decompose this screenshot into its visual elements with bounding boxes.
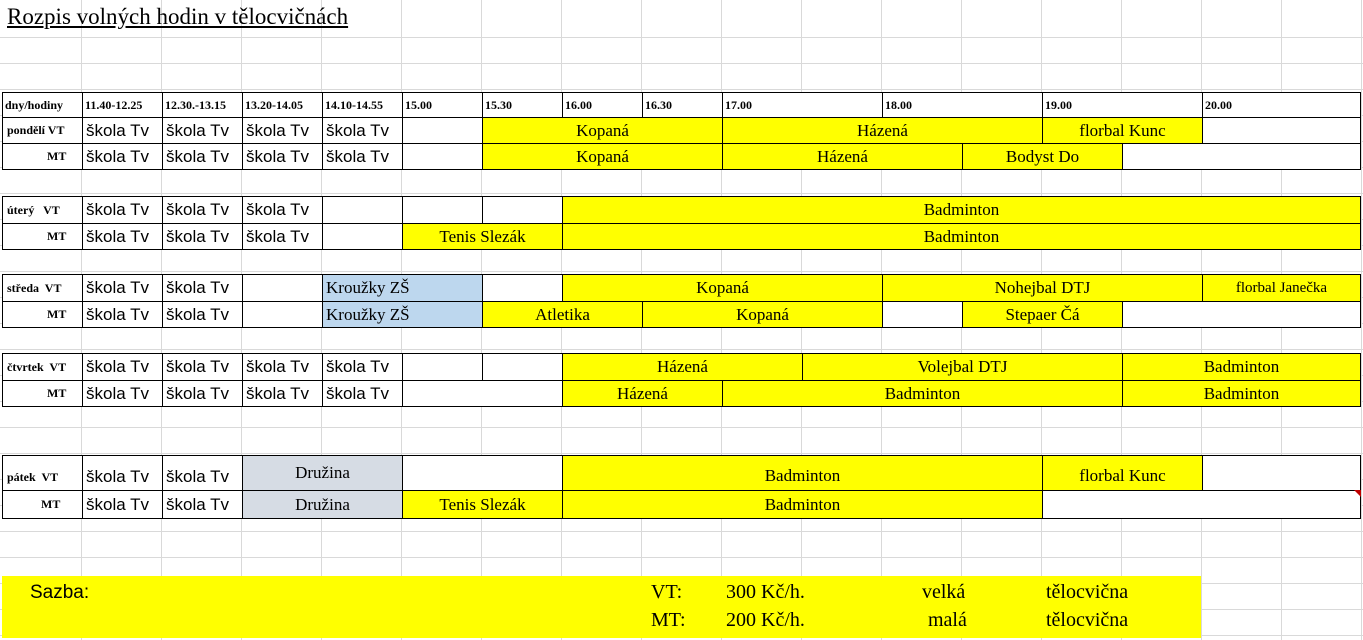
after-school-club-cell[interactable]: Družina (242, 455, 403, 491)
vt-price: 300 Kč/h. (726, 581, 805, 603)
school-pe-cell[interactable]: škola Tv (242, 223, 323, 250)
school-pe-cell[interactable]: škola Tv (82, 143, 163, 170)
day-label[interactable]: MT (2, 223, 83, 250)
school-pe-cell[interactable]: škola Tv (242, 143, 323, 170)
comment-indicator[interactable] (1354, 490, 1361, 497)
empty-cell[interactable] (402, 143, 483, 170)
header-cell-time[interactable]: 16.00 (562, 92, 643, 118)
empty-cell[interactable] (482, 274, 563, 302)
sheet-title: Rozpis volných hodin v tělocvičnách (7, 4, 349, 29)
club-cell[interactable]: Kroužky ZŠ (322, 301, 483, 328)
booking-cell[interactable]: Házená (722, 117, 1043, 144)
empty-cell[interactable] (242, 274, 323, 302)
booking-cell[interactable]: Badminton (562, 455, 1043, 491)
mt-code: MT: (651, 609, 686, 631)
empty-cell[interactable] (1122, 143, 1361, 170)
booking-cell[interactable]: Atletika (482, 301, 643, 328)
empty-cell[interactable] (402, 455, 563, 491)
empty-cell[interactable] (402, 117, 483, 144)
school-pe-cell[interactable]: škola Tv (242, 196, 323, 224)
vt-room: tělocvična (1046, 581, 1129, 603)
school-pe-cell[interactable]: škola Tv (322, 353, 403, 381)
booking-cell[interactable]: Tenis Slezák (402, 490, 563, 519)
booking-cell[interactable]: Kopaná (482, 143, 723, 170)
school-pe-cell[interactable]: škola Tv (242, 380, 323, 407)
booking-cell[interactable]: Badminton (722, 380, 1123, 407)
school-pe-cell[interactable]: škola Tv (322, 380, 403, 407)
booking-cell[interactable]: Tenis Slezák (402, 223, 563, 250)
mt-room: tělocvična (1046, 609, 1129, 631)
header-cell-time[interactable]: 15.00 (402, 92, 483, 118)
booking-cell[interactable]: Kopaná (562, 274, 883, 302)
header-cell-time[interactable]: 20.00 (1202, 92, 1361, 118)
school-pe-cell[interactable]: škola Tv (162, 274, 243, 302)
empty-cell[interactable] (482, 353, 563, 381)
school-pe-cell[interactable]: škola Tv (82, 380, 163, 407)
school-pe-cell[interactable]: škola Tv (162, 196, 243, 224)
school-pe-cell[interactable]: škola Tv (82, 196, 163, 224)
empty-cell[interactable] (402, 380, 563, 407)
school-pe-cell[interactable]: škola Tv (162, 455, 243, 491)
empty-cell[interactable] (1202, 117, 1361, 144)
booking-cell[interactable]: Házená (562, 353, 803, 381)
school-pe-cell[interactable]: škola Tv (162, 353, 243, 381)
school-pe-cell[interactable]: škola Tv (82, 353, 163, 381)
empty-cell[interactable] (1122, 301, 1361, 328)
empty-cell[interactable] (402, 353, 483, 381)
booking-cell[interactable]: Kopaná (482, 117, 723, 144)
mt-size: malá (928, 609, 967, 631)
header-cell-time[interactable]: 11.40-12.25 (82, 92, 163, 118)
booking-cell[interactable]: Nohejbal DTJ (882, 274, 1203, 302)
school-pe-cell[interactable]: škola Tv (82, 117, 163, 144)
rates-box[interactable] (2, 576, 1201, 638)
school-pe-cell[interactable]: škola Tv (82, 490, 163, 519)
empty-cell[interactable] (1202, 455, 1361, 491)
day-label[interactable]: úterý VT (2, 196, 83, 224)
vt-size: velká (922, 581, 966, 603)
header-cell-time[interactable]: 19.00 (1042, 92, 1203, 118)
school-pe-cell[interactable]: škola Tv (162, 490, 243, 519)
school-pe-cell[interactable]: škola Tv (82, 301, 163, 328)
booking-cell[interactable]: Házená (562, 380, 723, 407)
booking-cell[interactable]: Badminton (562, 196, 1361, 224)
school-pe-cell[interactable]: škola Tv (162, 301, 243, 328)
day-label[interactable]: MT (2, 380, 83, 407)
empty-cell[interactable] (322, 223, 403, 250)
booking-cell[interactable]: Volejbal DTJ (802, 353, 1123, 381)
booking-cell[interactable]: Badminton (562, 490, 1043, 519)
school-pe-cell[interactable]: škola Tv (242, 353, 323, 381)
header-cell-time[interactable]: 14.10-14.55 (322, 92, 403, 118)
booking-cell[interactable]: Badminton (1122, 380, 1361, 407)
booking-cell[interactable]: Házená (722, 143, 963, 170)
day-label[interactable]: MT (2, 301, 83, 328)
header-cell-time[interactable]: 12.30.-13.15 (162, 92, 243, 118)
empty-cell[interactable] (402, 196, 483, 224)
school-pe-cell[interactable]: škola Tv (162, 380, 243, 407)
school-pe-cell[interactable]: škola Tv (162, 223, 243, 250)
empty-cell[interactable] (242, 301, 323, 328)
booking-cell[interactable]: Badminton (1122, 353, 1361, 381)
booking-cell[interactable]: florbal Kunc (1042, 455, 1203, 491)
empty-cell[interactable] (322, 196, 403, 224)
school-pe-cell[interactable]: škola Tv (82, 274, 163, 302)
vt-code: VT: (651, 581, 683, 603)
header-cell-time[interactable]: 16.30 (642, 92, 723, 118)
empty-cell[interactable] (882, 301, 963, 328)
day-label[interactable]: čtvrtek VT (2, 353, 83, 381)
school-pe-cell[interactable]: škola Tv (162, 143, 243, 170)
rates-label: Sazba: (30, 582, 90, 603)
school-pe-cell[interactable]: škola Tv (82, 223, 163, 250)
header-cell-time[interactable]: 17.00 (722, 92, 883, 118)
empty-cell[interactable] (1042, 490, 1361, 519)
school-pe-cell[interactable]: škola Tv (242, 117, 323, 144)
header-cell-time[interactable]: 13.20-14.05 (242, 92, 323, 118)
after-school-club-cell[interactable]: Družina (242, 490, 403, 519)
club-cell[interactable]: Kroužky ZŠ (322, 274, 483, 302)
booking-cell[interactable]: Bodyst Do (962, 143, 1123, 170)
booking-cell[interactable]: Kopaná (642, 301, 883, 328)
booking-cell[interactable]: florbal Kunc (1042, 117, 1203, 144)
day-label[interactable]: středa VT (2, 274, 83, 302)
booking-cell[interactable]: florbal Janečka (1202, 274, 1361, 302)
booking-cell[interactable]: Badminton (562, 223, 1361, 250)
header-cell-time[interactable]: 15.30 (482, 92, 563, 118)
booking-cell[interactable]: Stepaer Čá (962, 301, 1123, 328)
header-cell-days[interactable]: dny/hodiny (2, 92, 83, 118)
school-pe-cell[interactable]: škola Tv (82, 455, 163, 491)
school-pe-cell[interactable]: škola Tv (322, 117, 403, 144)
day-label[interactable]: pondělí VT (2, 117, 83, 144)
day-label[interactable]: MT (2, 490, 83, 519)
day-label[interactable]: pátek VT (2, 455, 83, 491)
mt-price: 200 Kč/h. (726, 609, 805, 631)
school-pe-cell[interactable]: škola Tv (162, 117, 243, 144)
day-label[interactable]: MT (2, 143, 83, 170)
empty-cell[interactable] (482, 196, 563, 224)
school-pe-cell[interactable]: škola Tv (322, 143, 403, 170)
header-cell-time[interactable]: 18.00 (882, 92, 1043, 118)
